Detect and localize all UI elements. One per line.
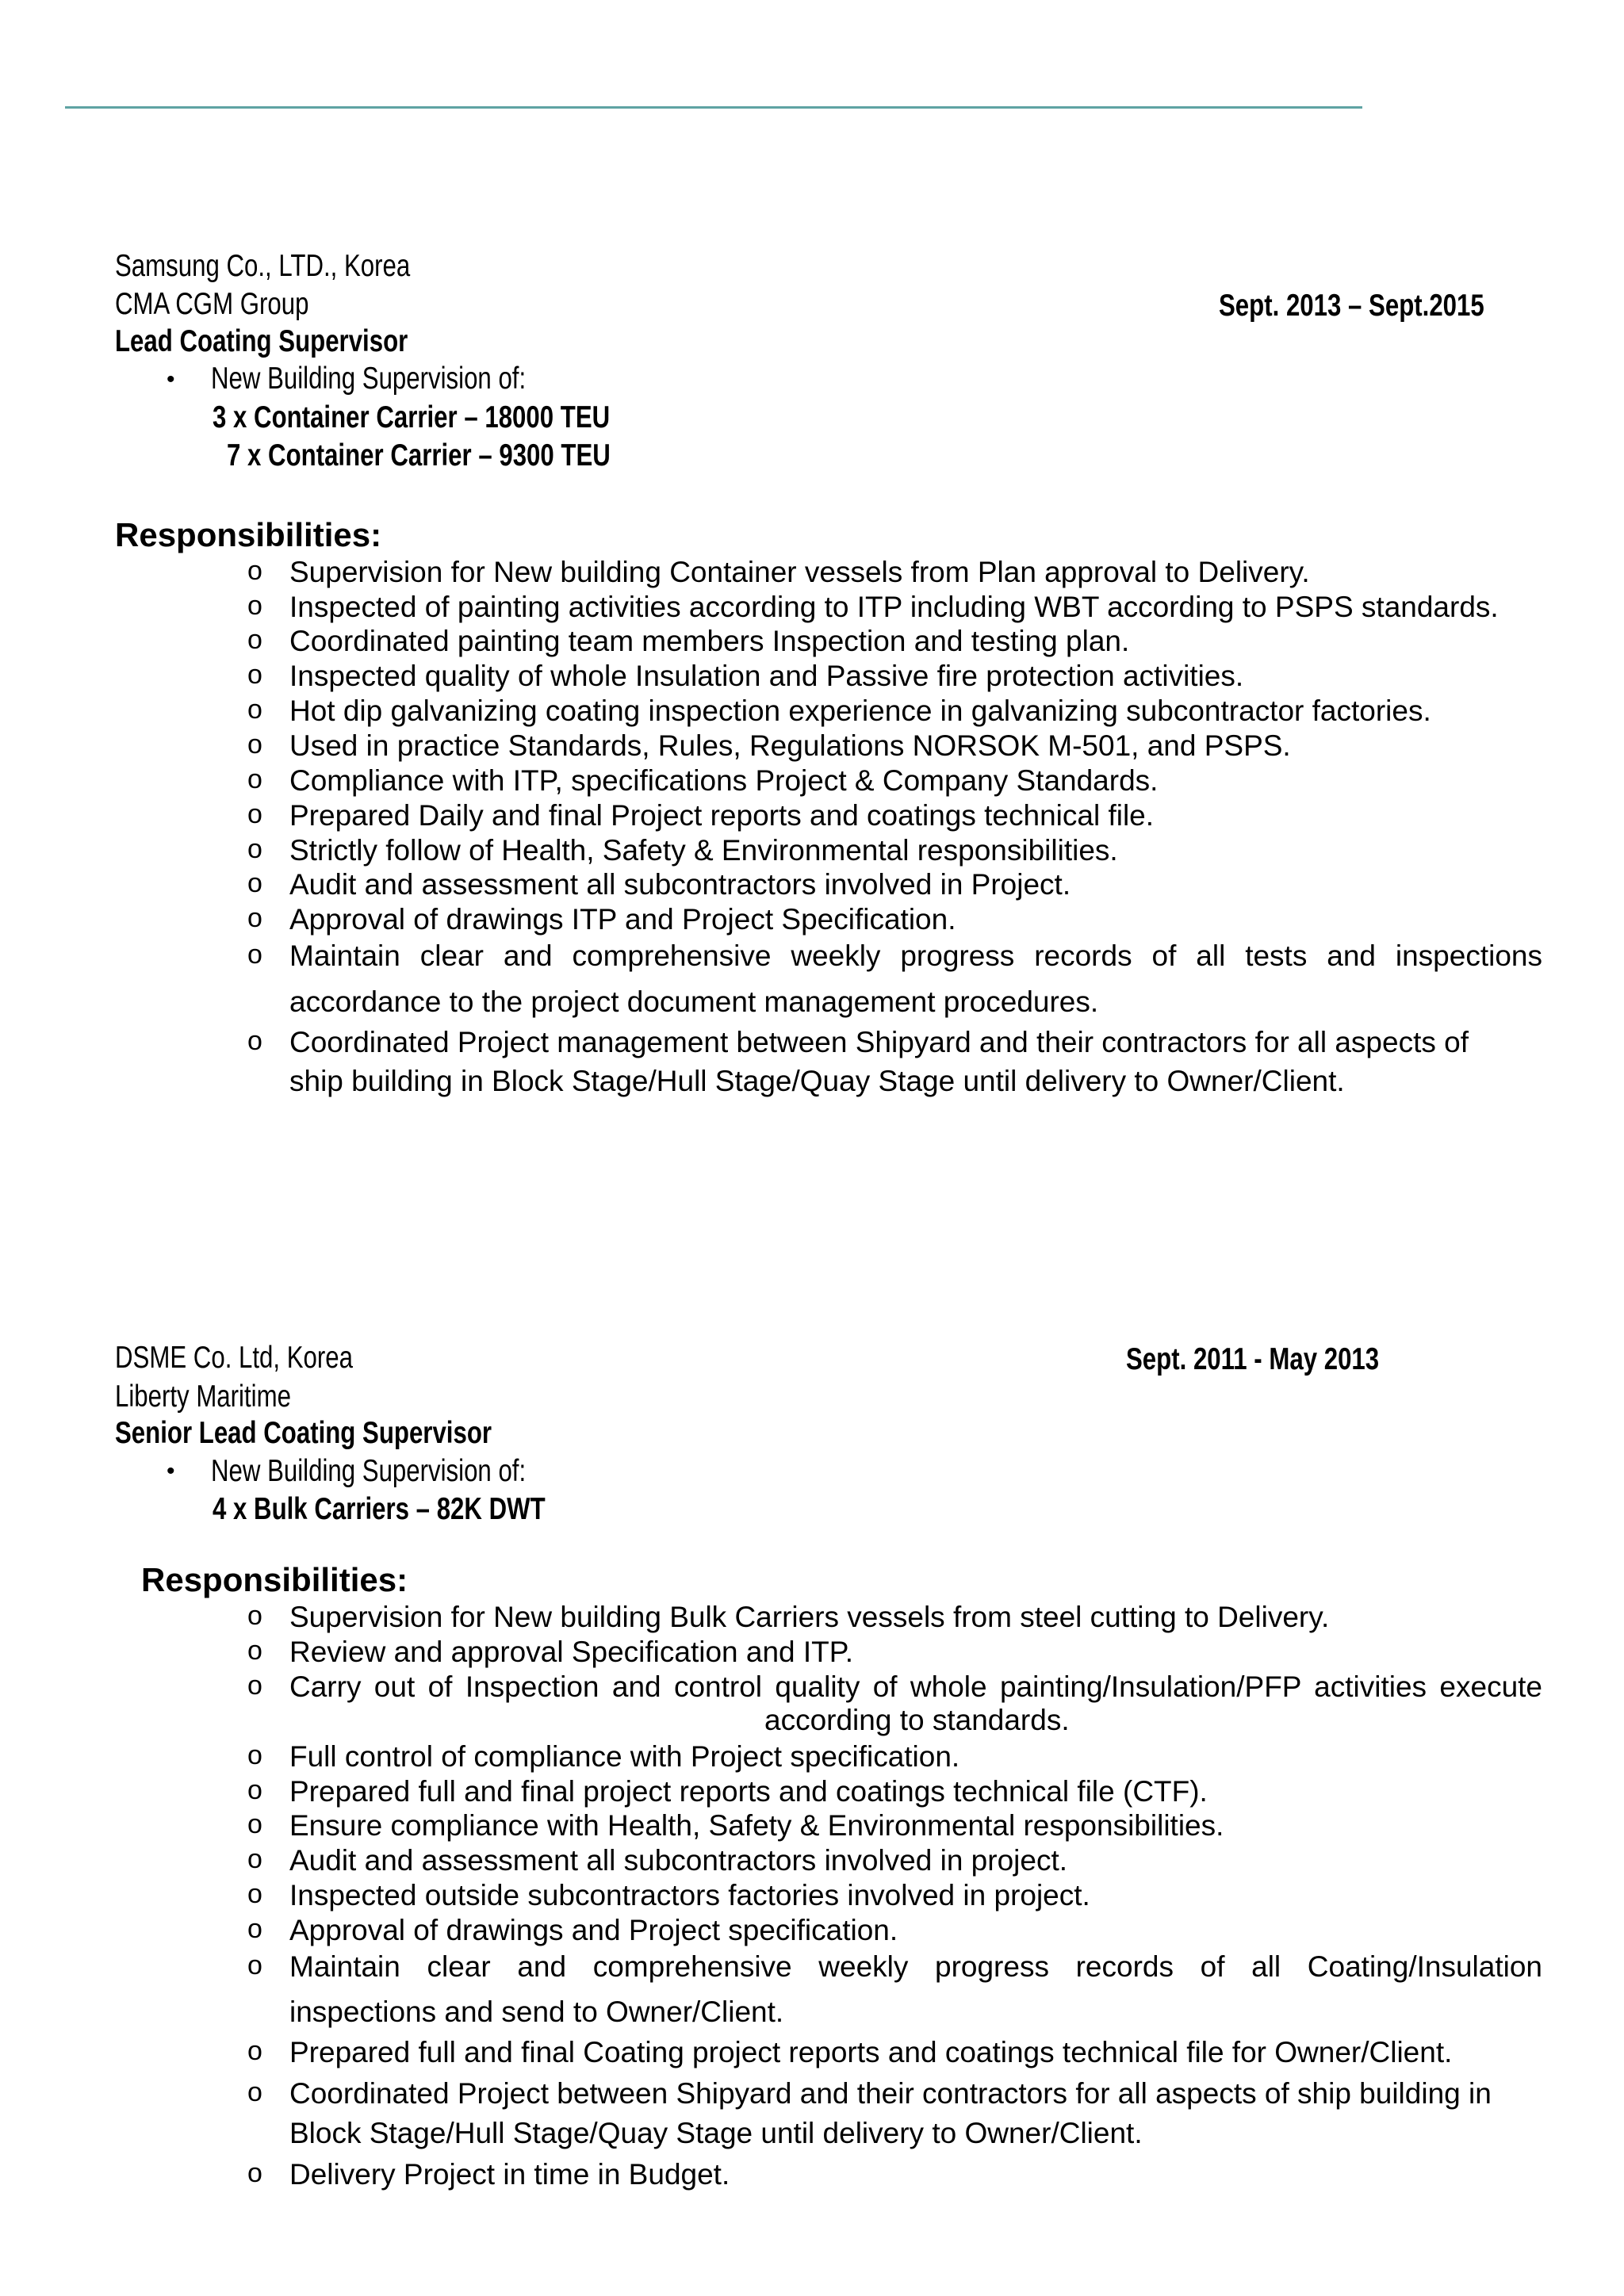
list-item: Maintain clear and comprehensive weekly progress records of all tests and inspections	[289, 939, 1542, 972]
list-marker: o	[247, 2077, 262, 2107]
responsibilities-heading: Responsibilities:	[141, 1561, 408, 1598]
vessel-item: 3 x Container Carrier – 18000 TEU	[213, 400, 611, 434]
list-item: Carry out of Inspection and control quality of whole painting/Insulation/PFP activities execute	[289, 1670, 1542, 1703]
list-item: Compliance with ITP, specifications Project & Company Standards.	[289, 764, 1159, 797]
list-item: Supervision for New building Bulk Carriers vessels from steel cutting to Delivery.	[289, 1601, 1330, 1633]
list-item: Hot dip galvanizing coating inspection experience in galvanizing subcontractor factories.	[289, 695, 1431, 727]
list-item: Prepared full and final Coating project reports and coatings technical file for Owner/Client.	[289, 2036, 1453, 2068]
list-item: Supervision for New building Container vessels from Plan approval to Delivery.	[289, 556, 1310, 588]
job-title: Lead Coating Supervisor	[115, 324, 408, 358]
client-name: Liberty Maritime	[115, 1380, 291, 1414]
list-marker: o	[247, 1670, 262, 1701]
list-item: Used in practice Standards, Rules, Regulations NORSOK M-501, and PSPS.	[289, 729, 1291, 762]
bullet-icon: •	[167, 366, 175, 392]
list-item-continuation: ship building in Block Stage/Hull Stage/Quay Stage until delivery to Owner/Client.	[289, 1065, 1345, 1097]
list-marker: o	[247, 1775, 262, 1805]
company-name: Samsung Co., LTD., Korea	[115, 249, 411, 283]
list-marker: o	[247, 903, 262, 933]
list-marker: o	[247, 868, 262, 898]
list-marker: o	[247, 1914, 262, 1944]
list-marker: o	[247, 591, 262, 621]
supervision-label: New Building Supervision of:	[211, 362, 527, 396]
list-item: Full control of compliance with Project specification.	[289, 1740, 960, 1773]
list-item: Approval of drawings and Project specification.	[289, 1914, 898, 1946]
list-marker: o	[247, 834, 262, 864]
list-marker: o	[247, 1636, 262, 1666]
list-item: Coordinated Project between Shipyard and their contractors for all aspects of ship building in	[289, 2077, 1492, 2110]
list-marker: o	[247, 2036, 262, 2066]
list-marker: o	[247, 1740, 262, 1770]
list-item: Coordinated painting team members Inspection and testing plan.	[289, 625, 1130, 657]
top-divider	[65, 106, 1362, 109]
list-marker: o	[247, 695, 262, 725]
list-item: Strictly follow of Health, Safety & Environmental responsibilities.	[289, 834, 1118, 867]
list-marker: o	[247, 556, 262, 586]
list-marker: o	[247, 1879, 262, 1909]
list-marker: o	[247, 2158, 262, 2188]
list-item: Inspected of painting activities according to ITP including WBT according to PSPS standards.	[289, 591, 1499, 623]
list-item: Audit and assessment all subcontractors involved in Project.	[289, 868, 1071, 901]
list-marker: o	[247, 1950, 262, 1980]
list-item: Prepared full and final project reports and coatings technical file (CTF).	[289, 1775, 1208, 1808]
vessel-item: 4 x Bulk Carriers – 82K DWT	[213, 1492, 546, 1526]
list-item: Inspected outside subcontractors factories involved in project.	[289, 1879, 1090, 1911]
list-item-continuation: Block Stage/Hull Stage/Quay Stage until delivery to Owner/Client.	[289, 2117, 1143, 2149]
list-marker: o	[247, 1809, 262, 1839]
bullet-icon: •	[167, 1458, 175, 1484]
list-marker: o	[247, 625, 262, 655]
list-item: Coordinated Project management between Shipyard and their contractors for all aspects of	[289, 1026, 1469, 1058]
list-marker: o	[247, 1844, 262, 1874]
list-item: Ensure compliance with Health, Safety & Environmental responsibilities.	[289, 1809, 1224, 1842]
list-marker: o	[247, 799, 262, 829]
list-marker: o	[247, 1026, 262, 1056]
list-item: Audit and assessment all subcontractors involved in project.	[289, 1844, 1068, 1877]
list-item: Review and approval Specification and ITP.	[289, 1636, 853, 1668]
list-item-continuation: inspections and send to Owner/Client.	[289, 1996, 784, 2028]
responsibilities-heading: Responsibilities:	[115, 516, 382, 553]
list-item-continuation: according to standards.	[764, 1704, 1070, 1736]
list-marker: o	[247, 729, 262, 760]
list-item-continuation: accordance to the project document management procedures.	[289, 985, 1099, 1018]
employment-dates: Sept. 2011 - May 2013	[1126, 1342, 1380, 1376]
employment-dates: Sept. 2013 – Sept.2015	[1219, 289, 1484, 323]
list-marker: o	[247, 660, 262, 690]
client-name: CMA CGM Group	[115, 287, 309, 321]
company-name: DSME Co. Ltd, Korea	[115, 1341, 353, 1375]
vessel-item: 7 x Container Carrier – 9300 TEU	[227, 438, 611, 473]
list-item: Inspected quality of whole Insulation and Passive fire protection activities.	[289, 660, 1244, 692]
list-marker: o	[247, 764, 262, 794]
list-item: Delivery Project in time in Budget.	[289, 2158, 730, 2191]
list-item: Maintain clear and comprehensive weekly progress records of all Coating/Insulation	[289, 1950, 1542, 1983]
list-marker: o	[247, 1601, 262, 1631]
list-marker: o	[247, 939, 262, 970]
list-item: Prepared Daily and final Project reports and coatings technical file.	[289, 799, 1155, 832]
list-item: Approval of drawings ITP and Project Specification.	[289, 903, 956, 936]
job-title: Senior Lead Coating Supervisor	[115, 1416, 492, 1450]
supervision-label: New Building Supervision of:	[211, 1454, 527, 1488]
